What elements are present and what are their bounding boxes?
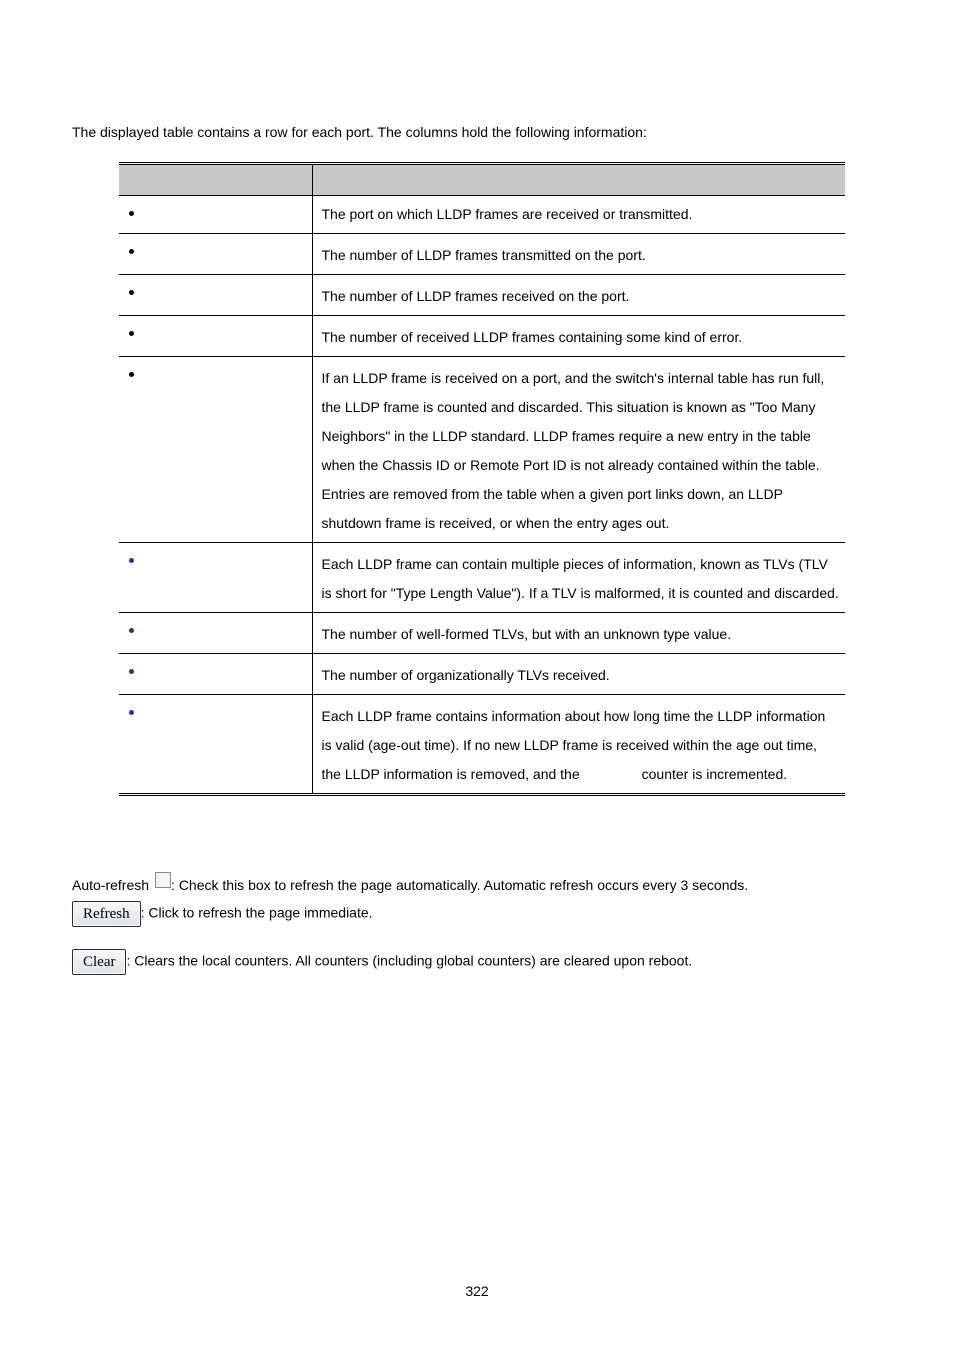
page-number: 322 — [465, 1283, 489, 1299]
bullet-icon — [129, 211, 134, 216]
autorefresh-line — [72, 872, 748, 893]
row-label-cell — [119, 275, 312, 316]
row-description: The port on which LLDP frames are received or transmitted. — [312, 196, 845, 234]
bullet-icon — [129, 331, 134, 336]
row-label-cell — [119, 234, 312, 275]
row-label-cell — [119, 613, 312, 654]
clear-line — [72, 949, 692, 975]
row-label-cell — [119, 357, 312, 543]
bullet-icon — [129, 669, 134, 674]
header-object — [119, 164, 312, 196]
refresh-button[interactable]: Refresh — [72, 901, 141, 927]
row-description — [312, 695, 845, 795]
refresh-description: : Click to refresh the page immediate. — [140, 904, 373, 921]
row-description: The number of organizationally TLVs received. — [312, 654, 845, 695]
clear-description: : Clears the local counters. All counters (including global counters) are cleared upon reboot. — [126, 952, 693, 969]
table-row — [119, 316, 845, 357]
table-row — [119, 357, 845, 543]
row-description-part-a: Each LLDP frame contains information about how long time the LLDP information is valid (age-out time). If no new LLDP frame is received within the age out time, the LLDP information is removed, and the — [321, 708, 826, 782]
row-description-part-b: counter is incremented. — [641, 766, 788, 782]
clear-button[interactable]: Clear — [72, 949, 126, 975]
row-description: Each LLDP frame can contain multiple pieces of information, known as TLVs (TLV is short for "Type Length Value"). If a TLV is malformed, it is counted and discarded. — [312, 543, 845, 613]
bullet-icon — [129, 710, 134, 715]
header-description — [312, 164, 845, 196]
autorefresh-description: : Check this box to refresh the page automatically. Automatic refresh occurs every 3 seconds. — [171, 877, 749, 893]
counters-table — [119, 162, 845, 796]
autorefresh-label: Auto-refresh — [72, 877, 150, 893]
row-description: The number of well-formed TLVs, but with an unknown type value. — [312, 613, 845, 654]
bullet-icon — [129, 372, 134, 377]
row-label-cell — [119, 543, 312, 613]
row-label-cell — [119, 196, 312, 234]
refresh-line — [72, 901, 373, 927]
row-description: The number of LLDP frames received on the port. — [312, 275, 845, 316]
table-row — [119, 543, 845, 613]
intro-text: The displayed table contains a row for each port. The columns hold the following information: — [72, 124, 647, 140]
table-row — [119, 196, 845, 234]
table-row — [119, 654, 845, 695]
table-row — [119, 234, 845, 275]
row-label-cell — [119, 654, 312, 695]
table-row — [119, 275, 845, 316]
table-row — [119, 613, 845, 654]
row-description: If an LLDP frame is received on a port, and the switch's internal table has run full, the LLDP frame is counted and discarded. This situation is known as "Too Many Neighbors" in the LLDP standard. LLDP frames require a new entry in the table when the Chassis ID or Remote Port ID is not already contained within the table. Entries are removed from the table when a given port links down, an LLDP shutdown frame is received, or when the entry ages out. — [312, 357, 845, 543]
bullet-icon — [129, 290, 134, 295]
table-row — [119, 695, 845, 795]
autorefresh-checkbox[interactable] — [155, 872, 171, 888]
bullet-icon — [129, 249, 134, 254]
bullet-icon — [129, 628, 134, 633]
row-description: The number of LLDP frames transmitted on the port. — [312, 234, 845, 275]
bullet-icon — [129, 558, 134, 563]
row-label-cell — [119, 695, 312, 795]
row-label-cell — [119, 316, 312, 357]
table-header-row — [119, 164, 845, 196]
row-description: The number of received LLDP frames containing some kind of error. — [312, 316, 845, 357]
